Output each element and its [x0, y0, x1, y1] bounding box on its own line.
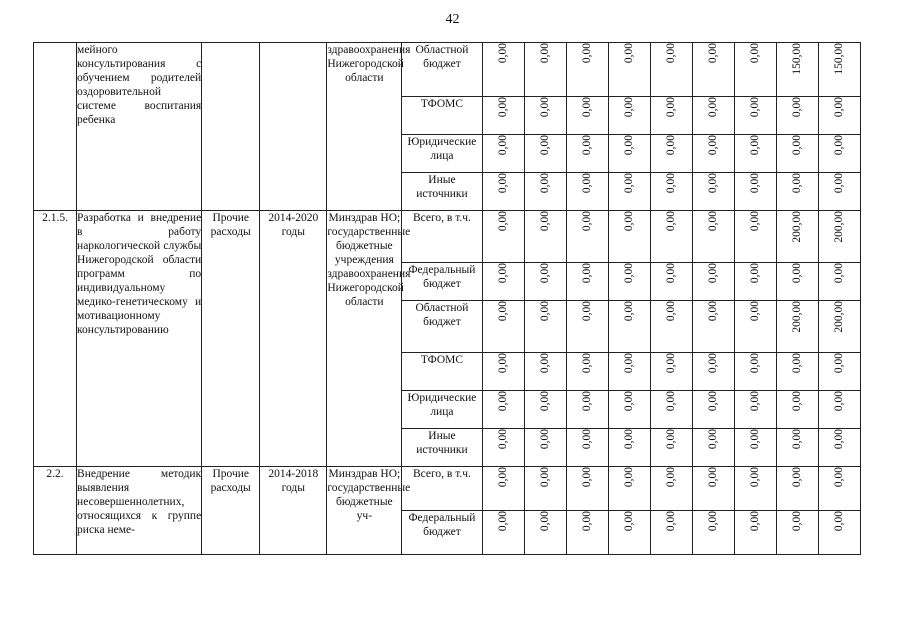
- amount-cell: 0,00: [818, 173, 860, 211]
- amount-cell: 0,00: [734, 391, 776, 429]
- funding-source: Федеральный бюджет: [402, 511, 482, 555]
- executor: Минздрав НО; государственные бюджетные учреждения здравоохранения Нижегородской области: [327, 211, 402, 467]
- amount-cell: 0,00: [566, 263, 608, 301]
- amount-cell: 0,00: [734, 301, 776, 353]
- amount-cell: 0,00: [818, 97, 860, 135]
- amount-cell: 0,00: [608, 263, 650, 301]
- amount-cell: 0,00: [734, 467, 776, 511]
- amount-cell: 0,00: [524, 97, 566, 135]
- table-row: [34, 43, 861, 97]
- expense-type: Прочие расходы: [202, 211, 260, 467]
- amount-cell: 0,00: [524, 211, 566, 263]
- amount-cell: 150,00: [818, 43, 860, 97]
- amount-cell: 0,00: [650, 353, 692, 391]
- amount-cell: 0,00: [734, 135, 776, 173]
- amount-cell: 0,00: [650, 43, 692, 97]
- amount-cell: 0,00: [482, 97, 524, 135]
- table-row: [34, 211, 861, 263]
- amount-cell: 0,00: [734, 97, 776, 135]
- amount-cell: 0,00: [524, 173, 566, 211]
- amount-cell: 0,00: [482, 43, 524, 97]
- amount-cell: 0,00: [482, 301, 524, 353]
- amount-cell: 0,00: [692, 263, 734, 301]
- amount-cell: 0,00: [608, 97, 650, 135]
- expense-type: [202, 43, 260, 211]
- amount-cell: 0,00: [818, 467, 860, 511]
- funding-source: Всего, в т.ч.: [402, 211, 482, 263]
- amount-cell: 0,00: [692, 211, 734, 263]
- item-name: Разработка и внедрение в работу наркологической службы Нижегородской области программ по индивидуальному медико-генетическому и мотивационному консультированию: [77, 211, 202, 467]
- amount-cell: 0,00: [482, 353, 524, 391]
- amount-cell: 0,00: [566, 429, 608, 467]
- amount-cell: 0,00: [482, 391, 524, 429]
- amount-cell: 0,00: [818, 429, 860, 467]
- amount-cell: 0,00: [482, 211, 524, 263]
- amount-cell: 0,00: [692, 353, 734, 391]
- amount-cell: 0,00: [566, 135, 608, 173]
- amount-cell: 0,00: [482, 173, 524, 211]
- amount-cell: 0,00: [818, 263, 860, 301]
- amount-cell: 0,00: [734, 511, 776, 555]
- amount-cell: 0,00: [524, 511, 566, 555]
- funding-source: Областной бюджет: [402, 301, 482, 353]
- funding-source: Юридические лица: [402, 135, 482, 173]
- funding-source: Иные источники: [402, 173, 482, 211]
- period: 2014-2020 годы: [260, 211, 327, 467]
- funding-source: ТФОМС: [402, 97, 482, 135]
- amount-cell: 0,00: [692, 429, 734, 467]
- amount-cell: 0,00: [650, 511, 692, 555]
- executor: здравоохранения Нижегородской области: [327, 43, 402, 211]
- amount-cell: 0,00: [776, 429, 818, 467]
- expense-type: Прочие расходы: [202, 467, 260, 555]
- amount-cell: 0,00: [650, 263, 692, 301]
- budget-table: [33, 42, 861, 555]
- amount-cell: 0,00: [566, 353, 608, 391]
- amount-cell: 0,00: [608, 511, 650, 555]
- item-number: 2.1.5.: [34, 211, 77, 467]
- amount-cell: 0,00: [650, 301, 692, 353]
- amount-cell: 0,00: [650, 211, 692, 263]
- amount-cell: 0,00: [650, 391, 692, 429]
- amount-cell: 0,00: [692, 43, 734, 97]
- amount-cell: 0,00: [566, 467, 608, 511]
- amount-cell: 0,00: [524, 353, 566, 391]
- amount-cell: 0,00: [650, 135, 692, 173]
- amount-cell: 0,00: [776, 391, 818, 429]
- amount-cell: 0,00: [692, 511, 734, 555]
- amount-cell: 0,00: [524, 429, 566, 467]
- amount-cell: 0,00: [566, 97, 608, 135]
- amount-cell: 0,00: [734, 211, 776, 263]
- amount-cell: 0,00: [692, 173, 734, 211]
- amount-cell: 0,00: [524, 263, 566, 301]
- amount-cell: 0,00: [608, 301, 650, 353]
- amount-cell: 0,00: [566, 173, 608, 211]
- amount-cell: 0,00: [650, 97, 692, 135]
- amount-cell: 0,00: [776, 173, 818, 211]
- amount-cell: 0,00: [608, 467, 650, 511]
- amount-cell: 0,00: [776, 467, 818, 511]
- amount-cell: 200,00: [818, 301, 860, 353]
- amount-cell: 0,00: [482, 263, 524, 301]
- amount-cell: 0,00: [608, 391, 650, 429]
- funding-source: Федеральный бюджет: [402, 263, 482, 301]
- amount-cell: 0,00: [566, 511, 608, 555]
- funding-source: Всего, в т.ч.: [402, 467, 482, 511]
- amount-cell: 0,00: [818, 135, 860, 173]
- amount-cell: 0,00: [566, 43, 608, 97]
- amount-cell: 150,00: [776, 43, 818, 97]
- amount-cell: 0,00: [524, 43, 566, 97]
- item-number: [34, 43, 77, 211]
- amount-cell: 0,00: [692, 97, 734, 135]
- amount-cell: 0,00: [524, 467, 566, 511]
- amount-cell: 0,00: [482, 511, 524, 555]
- item-name: мейного консультирования с обучением родителей оздоровительной системе воспитания ребенка: [77, 43, 202, 211]
- amount-cell: 0,00: [608, 429, 650, 467]
- funding-source: Иные источники: [402, 429, 482, 467]
- amount-cell: 0,00: [776, 511, 818, 555]
- amount-cell: 0,00: [566, 301, 608, 353]
- amount-cell: 0,00: [692, 135, 734, 173]
- amount-cell: 0,00: [692, 301, 734, 353]
- amount-cell: 200,00: [776, 301, 818, 353]
- amount-cell: 0,00: [818, 511, 860, 555]
- amount-cell: 0,00: [776, 353, 818, 391]
- amount-cell: 0,00: [776, 263, 818, 301]
- funding-source: Областной бюджет: [402, 43, 482, 97]
- amount-cell: 0,00: [608, 173, 650, 211]
- amount-cell: 0,00: [734, 43, 776, 97]
- amount-cell: 0,00: [692, 467, 734, 511]
- amount-cell: 0,00: [566, 391, 608, 429]
- amount-cell: 0,00: [524, 135, 566, 173]
- amount-cell: 200,00: [818, 211, 860, 263]
- period: 2014-2018 годы: [260, 467, 327, 555]
- amount-cell: 0,00: [482, 135, 524, 173]
- amount-cell: 0,00: [608, 353, 650, 391]
- funding-source: Юридические лица: [402, 391, 482, 429]
- amount-cell: 0,00: [734, 353, 776, 391]
- item-name: Внедрение методик выявления несовершеннолетних, относящихся к группе риска неме-: [77, 467, 202, 555]
- amount-cell: 0,00: [734, 173, 776, 211]
- amount-cell: 0,00: [776, 97, 818, 135]
- amount-cell: 0,00: [650, 429, 692, 467]
- amount-cell: 0,00: [734, 263, 776, 301]
- amount-cell: 0,00: [776, 135, 818, 173]
- amount-cell: 0,00: [482, 429, 524, 467]
- executor: Минздрав НО; государственные бюджетные уч-: [327, 467, 402, 555]
- amount-cell: 0,00: [608, 211, 650, 263]
- amount-cell: 0,00: [734, 429, 776, 467]
- funding-source: ТФОМС: [402, 353, 482, 391]
- amount-cell: 0,00: [524, 391, 566, 429]
- item-number: 2.2.: [34, 467, 77, 555]
- table-row: [34, 467, 861, 511]
- amount-cell: 0,00: [566, 211, 608, 263]
- amount-cell: 0,00: [692, 391, 734, 429]
- amount-cell: 0,00: [608, 43, 650, 97]
- page-number: 42: [445, 12, 460, 27]
- amount-cell: 0,00: [818, 353, 860, 391]
- amount-cell: 0,00: [818, 391, 860, 429]
- amount-cell: 0,00: [608, 135, 650, 173]
- amount-cell: 0,00: [650, 173, 692, 211]
- period: [260, 43, 327, 211]
- amount-cell: 0,00: [650, 467, 692, 511]
- amount-cell: 200,00: [776, 211, 818, 263]
- amount-cell: 0,00: [524, 301, 566, 353]
- amount-cell: 0,00: [482, 467, 524, 511]
